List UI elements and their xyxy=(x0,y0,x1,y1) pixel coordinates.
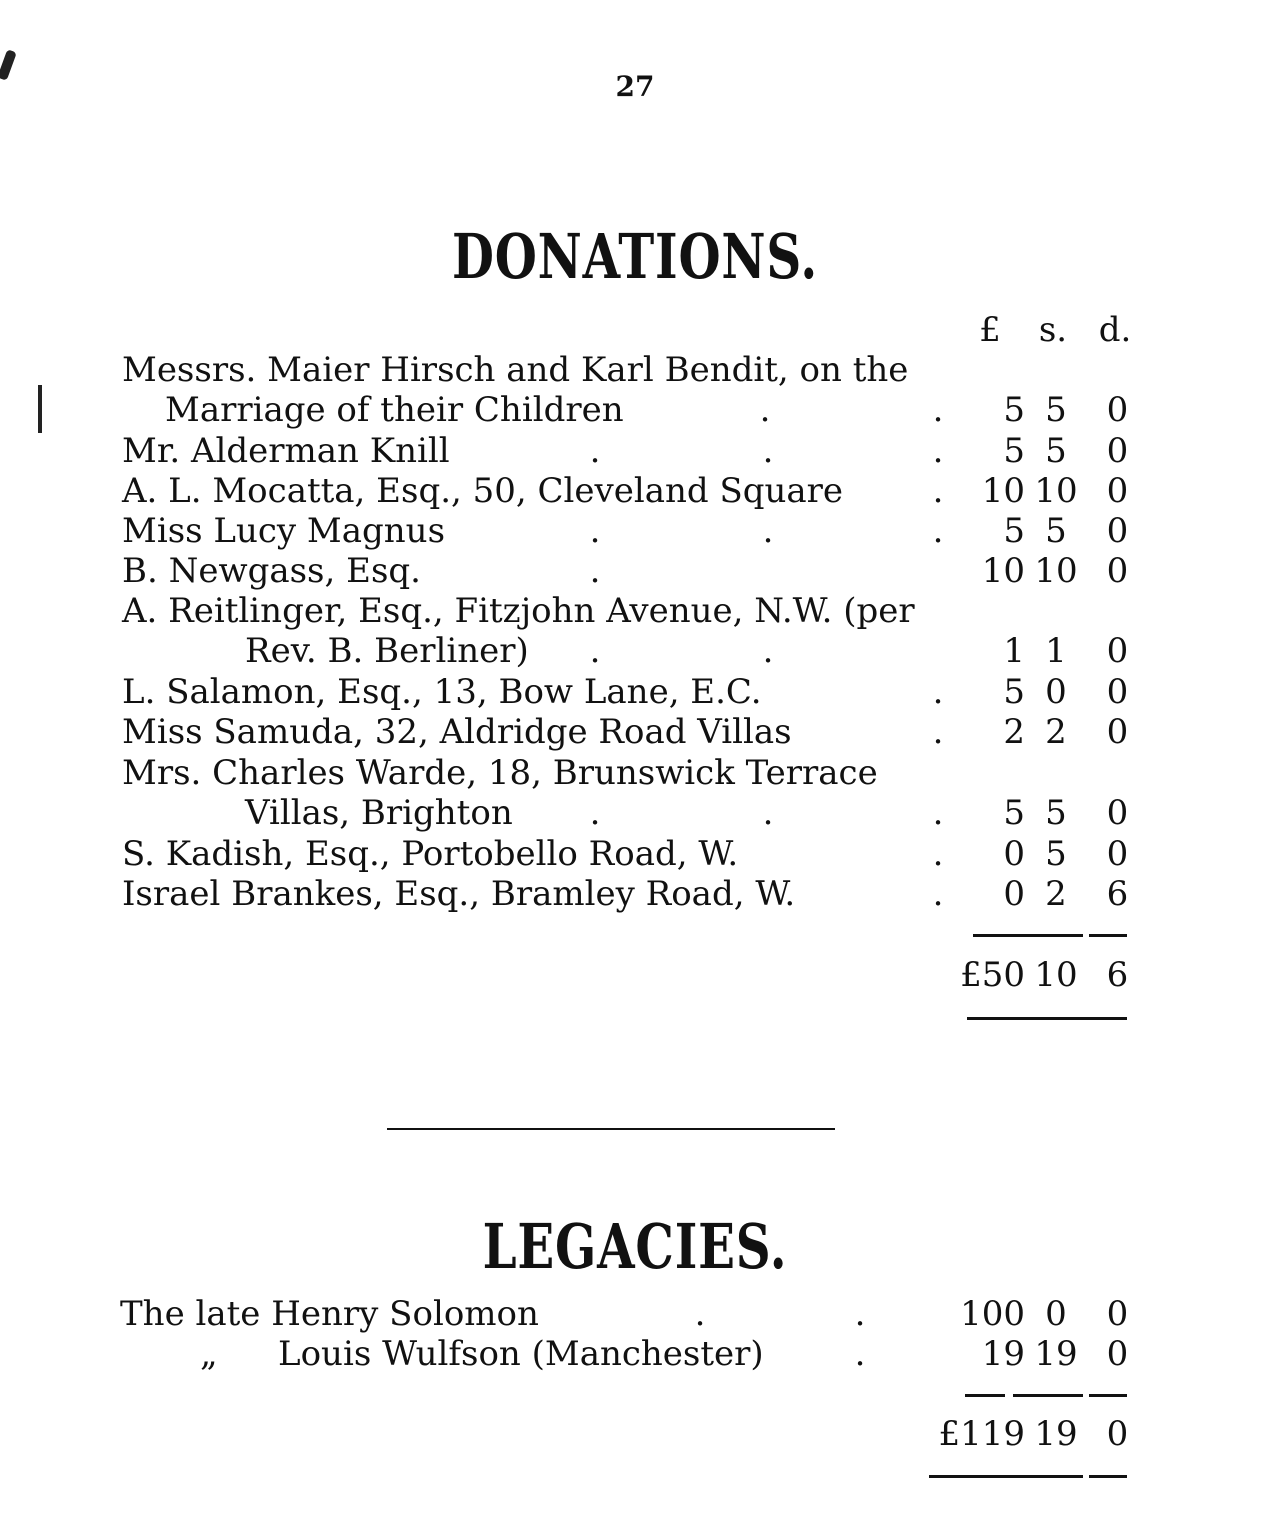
pence-value: 0 xyxy=(1106,431,1129,471)
donor-name: Mr. Alderman Knill xyxy=(122,431,450,471)
sum-rule xyxy=(973,934,1083,937)
shillings-value: 19 xyxy=(1034,1334,1078,1374)
leader-dot: . xyxy=(759,390,771,430)
shillings-value: 2 xyxy=(1045,874,1067,914)
leader-dot: . xyxy=(589,431,601,471)
donor-name: A. L. Mocatta, Esq., 50, Cleveland Square xyxy=(122,471,844,511)
pence-value: 0 xyxy=(1106,551,1129,591)
donor-name: A. Reitlinger, Esq., Fitzjohn Avenue, N.W. (per xyxy=(122,591,915,631)
pounds-value: 5 xyxy=(1003,511,1025,551)
leader-dot: . xyxy=(589,551,601,591)
page-number: 27 xyxy=(615,70,655,103)
donor-name: Miss Lucy Magnus xyxy=(122,511,446,551)
shillings-value: 10 xyxy=(1034,471,1078,511)
donation-row xyxy=(0,672,1270,712)
shillings-value: 5 xyxy=(1045,511,1067,551)
donation-row xyxy=(0,471,1270,511)
donor-name: Miss Samuda, 32, Aldridge Road Villas xyxy=(122,712,792,752)
pence-header: d. xyxy=(1098,310,1132,350)
pence-value: 0 xyxy=(1106,834,1129,874)
shillings-value: 1 xyxy=(1045,631,1067,671)
ditto-mark: „ xyxy=(200,1334,218,1374)
pence-value: 0 xyxy=(1106,390,1129,430)
donation-row xyxy=(0,793,1270,833)
pounds-value: 2 xyxy=(1003,712,1025,752)
donor-name: B. Newgass, Esq. xyxy=(122,551,421,591)
donation-row xyxy=(0,834,1270,874)
leader-dot: . xyxy=(589,511,601,551)
pounds-value: 19 xyxy=(981,1334,1025,1374)
shillings-value: 5 xyxy=(1045,390,1067,430)
shillings-header: s. xyxy=(1038,310,1068,350)
donor-name: Rev. B. Berliner) xyxy=(245,631,529,671)
shillings-value: 5 xyxy=(1045,834,1067,874)
leader-dot: . xyxy=(932,390,944,430)
leader-dot: . xyxy=(854,1294,866,1334)
pence-value: 0 xyxy=(1106,1334,1129,1374)
shillings-value: 0 xyxy=(1045,1294,1067,1334)
sum-rule xyxy=(1013,1394,1083,1397)
legacy-row xyxy=(0,1334,1270,1374)
donation-row xyxy=(0,591,1270,631)
leader-dot: . xyxy=(762,793,774,833)
pence-value: 0 xyxy=(1106,712,1129,752)
pence-value: 0 xyxy=(1106,1294,1129,1334)
shillings-value: 2 xyxy=(1045,712,1067,752)
donor-name: Israel Brankes, Esq., Bramley Road, W. xyxy=(122,874,796,914)
pence-value: 0 xyxy=(1106,672,1129,712)
leader-dot: . xyxy=(932,511,944,551)
shillings-value: 10 xyxy=(1034,551,1078,591)
pounds-value: 5 xyxy=(1003,793,1025,833)
legacies-title: LEGACIES. xyxy=(482,1210,788,1283)
pence-value: 0 xyxy=(1106,631,1129,671)
shillings-value: 5 xyxy=(1045,431,1067,471)
donor-name: Villas, Brighton xyxy=(245,793,513,833)
pounds-value: 5 xyxy=(1003,390,1025,430)
leader-dot: . xyxy=(932,672,944,712)
leader-dot: . xyxy=(589,793,601,833)
sum-rule xyxy=(1089,934,1127,937)
pounds-value: 10 xyxy=(981,471,1025,511)
leader-dot: . xyxy=(932,793,944,833)
pounds-value: 0 xyxy=(1003,834,1025,874)
donor-name: S. Kadish, Esq., Portobello Road, W. xyxy=(122,834,739,874)
section-divider xyxy=(387,1128,835,1130)
shillings-value: 0 xyxy=(1045,672,1067,712)
leader-dot: . xyxy=(932,431,944,471)
pounds-header: £ xyxy=(979,310,1001,350)
total-rule xyxy=(967,1017,1127,1020)
donation-row xyxy=(0,551,1270,591)
donation-row xyxy=(0,431,1270,471)
leader-dot: . xyxy=(694,1294,706,1334)
donation-row xyxy=(0,753,1270,793)
pounds-value: 100 xyxy=(960,1294,1025,1334)
total-shillings: 10 xyxy=(1034,955,1078,995)
legacy-name: Louis Wulfson (Manchester) xyxy=(278,1334,764,1374)
pence-value: 6 xyxy=(1106,874,1129,914)
pounds-value: 5 xyxy=(1003,672,1025,712)
pounds-value: 5 xyxy=(1003,431,1025,471)
total-rule xyxy=(929,1475,1083,1478)
donor-name: Mrs. Charles Warde, 18, Brunswick Terrace xyxy=(122,753,878,793)
total-pounds: £119 xyxy=(938,1414,1025,1454)
leader-dot: . xyxy=(932,834,944,874)
pounds-value: 10 xyxy=(981,551,1025,591)
donations-total-row xyxy=(0,955,1270,995)
pounds-value: 0 xyxy=(1003,874,1025,914)
pounds-value: 1 xyxy=(1003,631,1025,671)
leader-dot: . xyxy=(932,874,944,914)
leader-dot: . xyxy=(932,712,944,752)
donation-row xyxy=(0,874,1270,914)
leader-dot: . xyxy=(762,511,774,551)
sum-rule xyxy=(1089,1394,1127,1397)
donation-row xyxy=(0,712,1270,752)
total-rule xyxy=(1089,1475,1127,1478)
total-pence: 6 xyxy=(1106,955,1129,995)
donor-name: Marriage of their Children xyxy=(165,390,624,430)
leader-dot: . xyxy=(762,431,774,471)
leader-dot: . xyxy=(762,631,774,671)
pence-value: 0 xyxy=(1106,471,1129,511)
donor-name: Messrs. Maier Hirsch and Karl Bendit, on the xyxy=(122,350,909,390)
leader-dot: . xyxy=(854,1334,866,1374)
legacy-name: The late Henry Solomon xyxy=(120,1294,539,1334)
legacy-row xyxy=(0,1294,1270,1334)
leader-dot: . xyxy=(932,471,944,511)
sum-rule xyxy=(965,1394,1005,1397)
donation-row xyxy=(0,631,1270,671)
pence-value: 0 xyxy=(1106,793,1129,833)
donor-name: L. Salamon, Esq., 13, Bow Lane, E.C. xyxy=(122,672,762,712)
legacies-total-row xyxy=(0,1414,1270,1454)
donation-row xyxy=(0,350,1270,390)
donations-title: DONATIONS. xyxy=(452,220,818,293)
pence-value: 0 xyxy=(1106,511,1129,551)
total-pounds: £50 xyxy=(960,955,1025,995)
total-shillings: 19 xyxy=(1034,1414,1078,1454)
total-pence: 0 xyxy=(1106,1414,1129,1454)
shillings-value: 5 xyxy=(1045,793,1067,833)
donation-row xyxy=(0,511,1270,551)
leader-dot: . xyxy=(589,631,601,671)
donation-row xyxy=(0,390,1270,430)
